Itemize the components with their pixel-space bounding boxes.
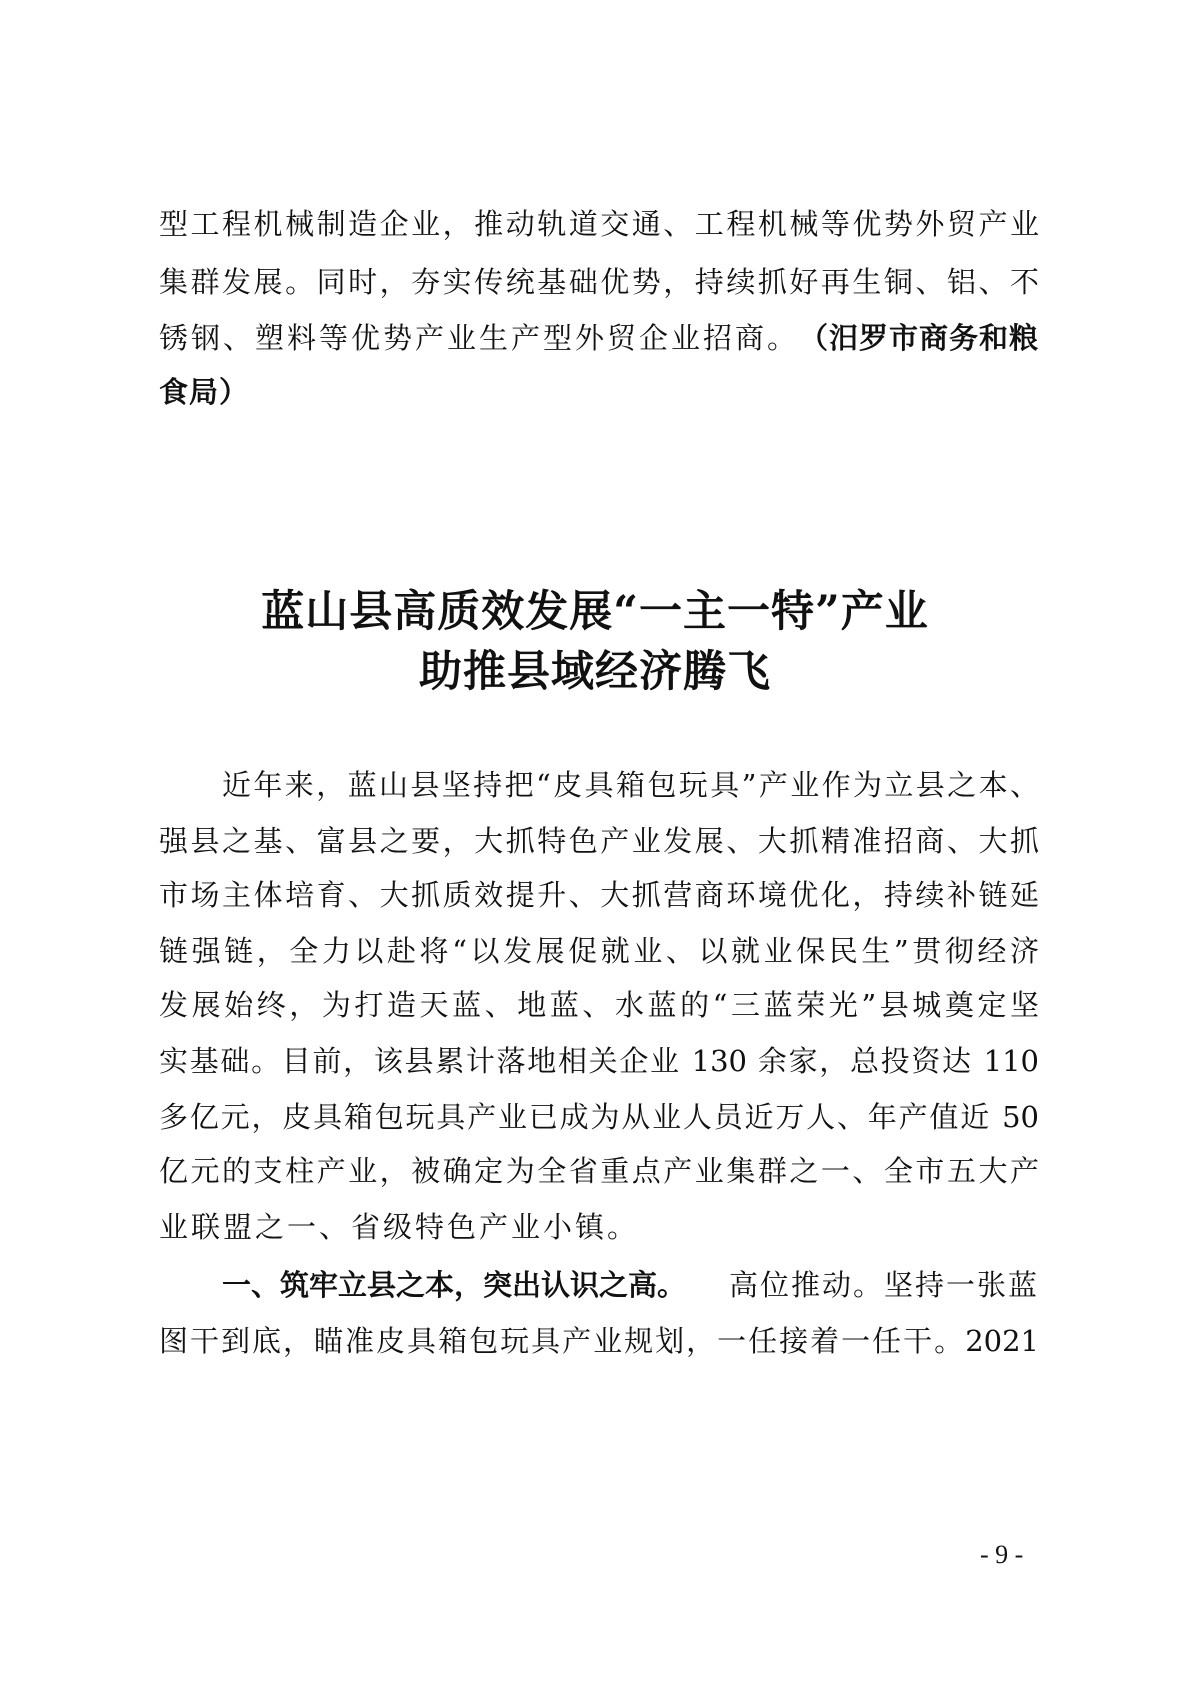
paragraph-line: 型工程机械制造企业，推动轨道交通、工程机械等优势外贸产业 xyxy=(159,207,1039,241)
body-line: 链强链，全力以赴将“以发展促就业、以就业保民生”贯彻经济 xyxy=(159,934,1039,968)
source-attribution-continued: 食局） xyxy=(159,375,250,409)
section-one-line xyxy=(222,1266,1039,1304)
paragraph-text: 锈钢、塑料等优势产业生产型外贸企业招商。 xyxy=(159,321,800,355)
article-title-line-2: 助推县域经济腾飞 xyxy=(419,647,771,697)
page-number: - 9 - xyxy=(980,1540,1024,1569)
paragraph-line: 集群发展。同时，夯实传统基础优势，持续抓好再生铜、铝、不 xyxy=(159,265,1039,299)
paragraph-line xyxy=(159,319,1039,357)
source-attribution: （汨罗市商务和粮 xyxy=(799,321,1040,355)
section-one-text: 高位推动。坚持一张蓝 xyxy=(728,1268,1039,1302)
article-title-line-1: 蓝山县高质效发展“一主一特”产业 xyxy=(261,587,929,637)
body-line: 亿元的支柱产业，被确定为全省重点产业集群之一、全市五大产 xyxy=(159,1154,1039,1188)
section-one-heading: 一、筑牢立县之本，突出认识之高。 xyxy=(222,1268,687,1302)
body-line: 实基础。目前，该县累计落地相关企业 130 余家，总投资达 110 xyxy=(159,1044,1039,1078)
body-line: 市场主体培育、大抓质效提升、大抓营商环境优化，持续补链延 xyxy=(159,878,1039,912)
body-line: 强县之基、富县之要，大抓特色产业发展、大抓精准招商、大抓 xyxy=(159,824,1039,858)
section-one-line: 图干到底，瞄准皮具箱包玩具产业规划，一任接着一任干。2021 xyxy=(159,1324,1039,1358)
body-line: 发展始终，为打造天蓝、地蓝、水蓝的“三蓝荣光”县城奠定坚 xyxy=(159,988,1039,1022)
body-line: 近年来，蓝山县坚持把“皮具箱包玩具”产业作为立县之本、 xyxy=(222,768,1039,802)
body-line: 业联盟之一、省级特色产业小镇。 xyxy=(159,1210,640,1244)
body-line: 多亿元，皮具箱包玩具产业已成为从业人员近万人、年产值近 50 xyxy=(159,1100,1039,1134)
